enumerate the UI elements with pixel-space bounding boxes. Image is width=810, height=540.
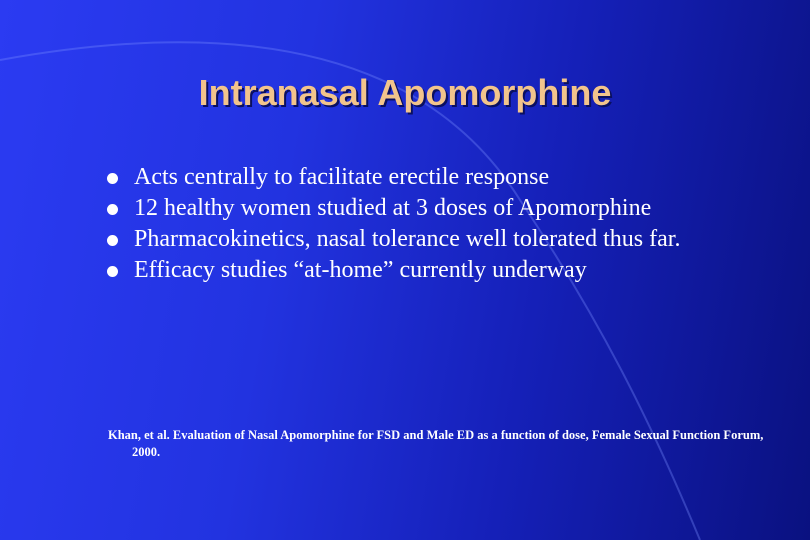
bullet-list (108, 162, 748, 286)
bullet-dot-icon (107, 266, 118, 277)
bullet-item (108, 162, 748, 193)
bullet-item (108, 193, 748, 224)
bullet-text: Efficacy studies “at-home” currently underway (134, 257, 587, 283)
slide-title: Intranasal Apomorphine (198, 72, 612, 113)
bullet-text: Acts centrally to facilitate erectile response (134, 164, 550, 190)
citation-reference: Khan, et al. Evaluation of Nasal Apomorphine for FSD and Male ED as a function of dose, Female Sexual Function Forum, 2000. (108, 428, 764, 459)
bullet-text: Pharmacokinetics, nasal tolerance well tolerated thus far. (134, 226, 681, 252)
bullet-dot-icon (107, 204, 118, 215)
bullet-dot-icon (107, 235, 118, 246)
bullet-dot-icon (107, 173, 118, 184)
bullet-item (108, 255, 748, 286)
bullet-item (108, 224, 748, 255)
bullet-text: 12 healthy women studied at 3 doses of Apomorphine (134, 195, 652, 221)
